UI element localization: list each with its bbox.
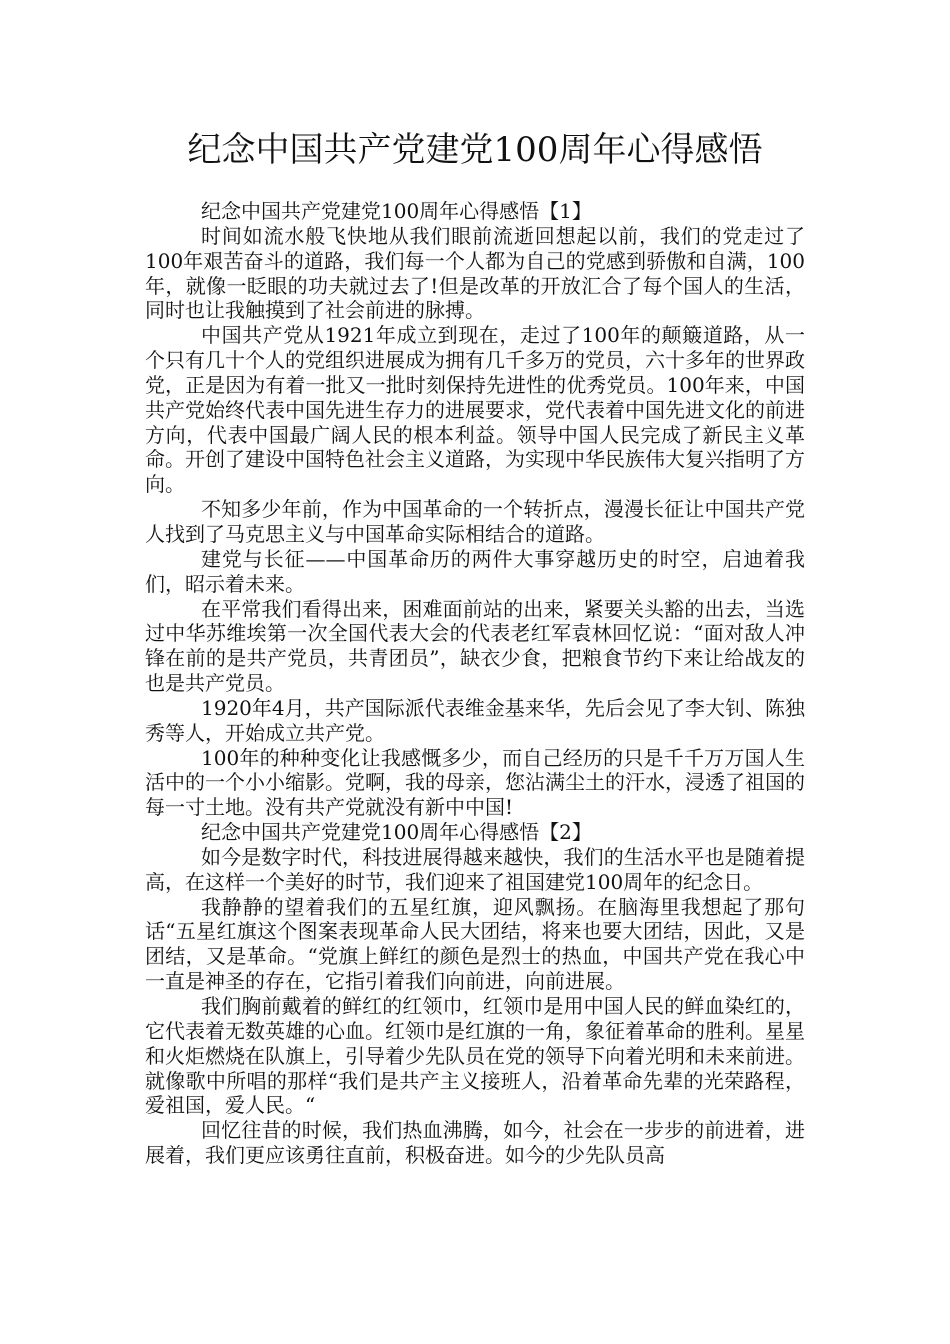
- document-body: [145, 199, 805, 1168]
- paragraph: 100年的种种变化让我感慨多少，而自己经历的只是千千万万国人生活中的一个小小缩影。党啊，我的母亲，您沾满尘土的汗水，浸透了祖国的每一寸土地。没有共产党就没有新中中国!: [145, 745, 805, 820]
- paragraph: 1920年4月，共产国际派代表维金基来华，先后会见了李大钊、陈独秀等人，开始成立共产党。: [145, 695, 805, 745]
- paragraph: 我静静的望着我们的五星红旗，迎风飘扬。在脑海里我想起了那句话“五星红旗这个图案表现革命人民大团结，将来也要大团结，因此，又是团结，又是革命。“党旗上鲜红的颜色是烈士的热血，中国共产党在我心中一直是神圣的存在，它指引着我们向前进，向前进展。: [145, 894, 805, 994]
- paragraph: 我们胸前戴着的鲜红的红领巾，红领巾是用中国人民的鲜血染红的，它代表着无数英雄的心血。红领巾是红旗的一角，象征着革命的胜利。星星和火炬燃烧在队旗上，引导着少先队员在党的领导下向着光明和未来前进。就像歌中所唱的那样“我们是共产主义接班人，沿着革命先辈的光荣路程，爱祖国，爱人民。“: [145, 994, 805, 1118]
- section-heading-2: 纪念中国共产党建党100周年心得感悟【2】: [201, 820, 592, 845]
- paragraph: 不知多少年前，作为中国革命的一个转折点，漫漫长征让中国共产党人找到了马克思主义与中国革命实际相结合的道路。: [145, 497, 805, 546]
- paragraph: 回忆往昔的时候，我们热血沸腾，如今，社会在一步步的前进着，进展着，我们更应该勇往直前，积极奋进。如今的少先队员高: [145, 1118, 805, 1168]
- paragraph: 中国共产党从1921年成立到现在，走过了100年的颠簸道路，从一个只有几十个人的党组织进展成为拥有几千多万的党员，六十多年的世界政党，正是因为有着一批又一批时刻保持先进性的优秀党员。100年来，中国共产党始终代表中国先进生存力的进展要求，党代表着中国先进文化的前进方向，代表中国最广阔人民的根本利益。领导中国人民完成了新民主义革命。开创了建设中国特色社会主义道路，为实现中华民族伟大复兴指明了方向。: [145, 323, 805, 497]
- section-heading-1: 纪念中国共产党建党100周年心得感悟【1】: [201, 199, 592, 223]
- document-title: 纪念中国共产党建党100周年心得感悟: [187, 130, 763, 170]
- paragraph: 如今是数字时代，科技进展得越来越快，我们的生活水平也是随着提高，在这样一个美好的时节，我们迎来了祖国建党100周年的纪念日。: [145, 844, 805, 894]
- paragraph: 在平常我们看得出来，困难面前站的出来，紧要关头豁的出去，当选过中华苏维埃第一次全国代表大会的代表老红军袁林回忆说：“面对敌人冲锋在前的是共产党员，共青团员”，缺衣少食，把粮食节约下来让给战友的也是共产党员。: [145, 596, 805, 696]
- paragraph: 建党与长征——中国革命历的两件大事穿越历史的时空，启迪着我们，昭示着未来。: [145, 546, 805, 596]
- paragraph: 时间如流水般飞快地从我们眼前流逝回想起以前，我们的党走过了100年艰苦奋斗的道路，我们每一个人都为自己的党感到骄傲和自满，100年，就像一眨眼的功夫就过去了!但是改革的开放汇合了每个国人的生活，同时也让我触摸到了社会前进的脉搏。: [145, 223, 805, 323]
